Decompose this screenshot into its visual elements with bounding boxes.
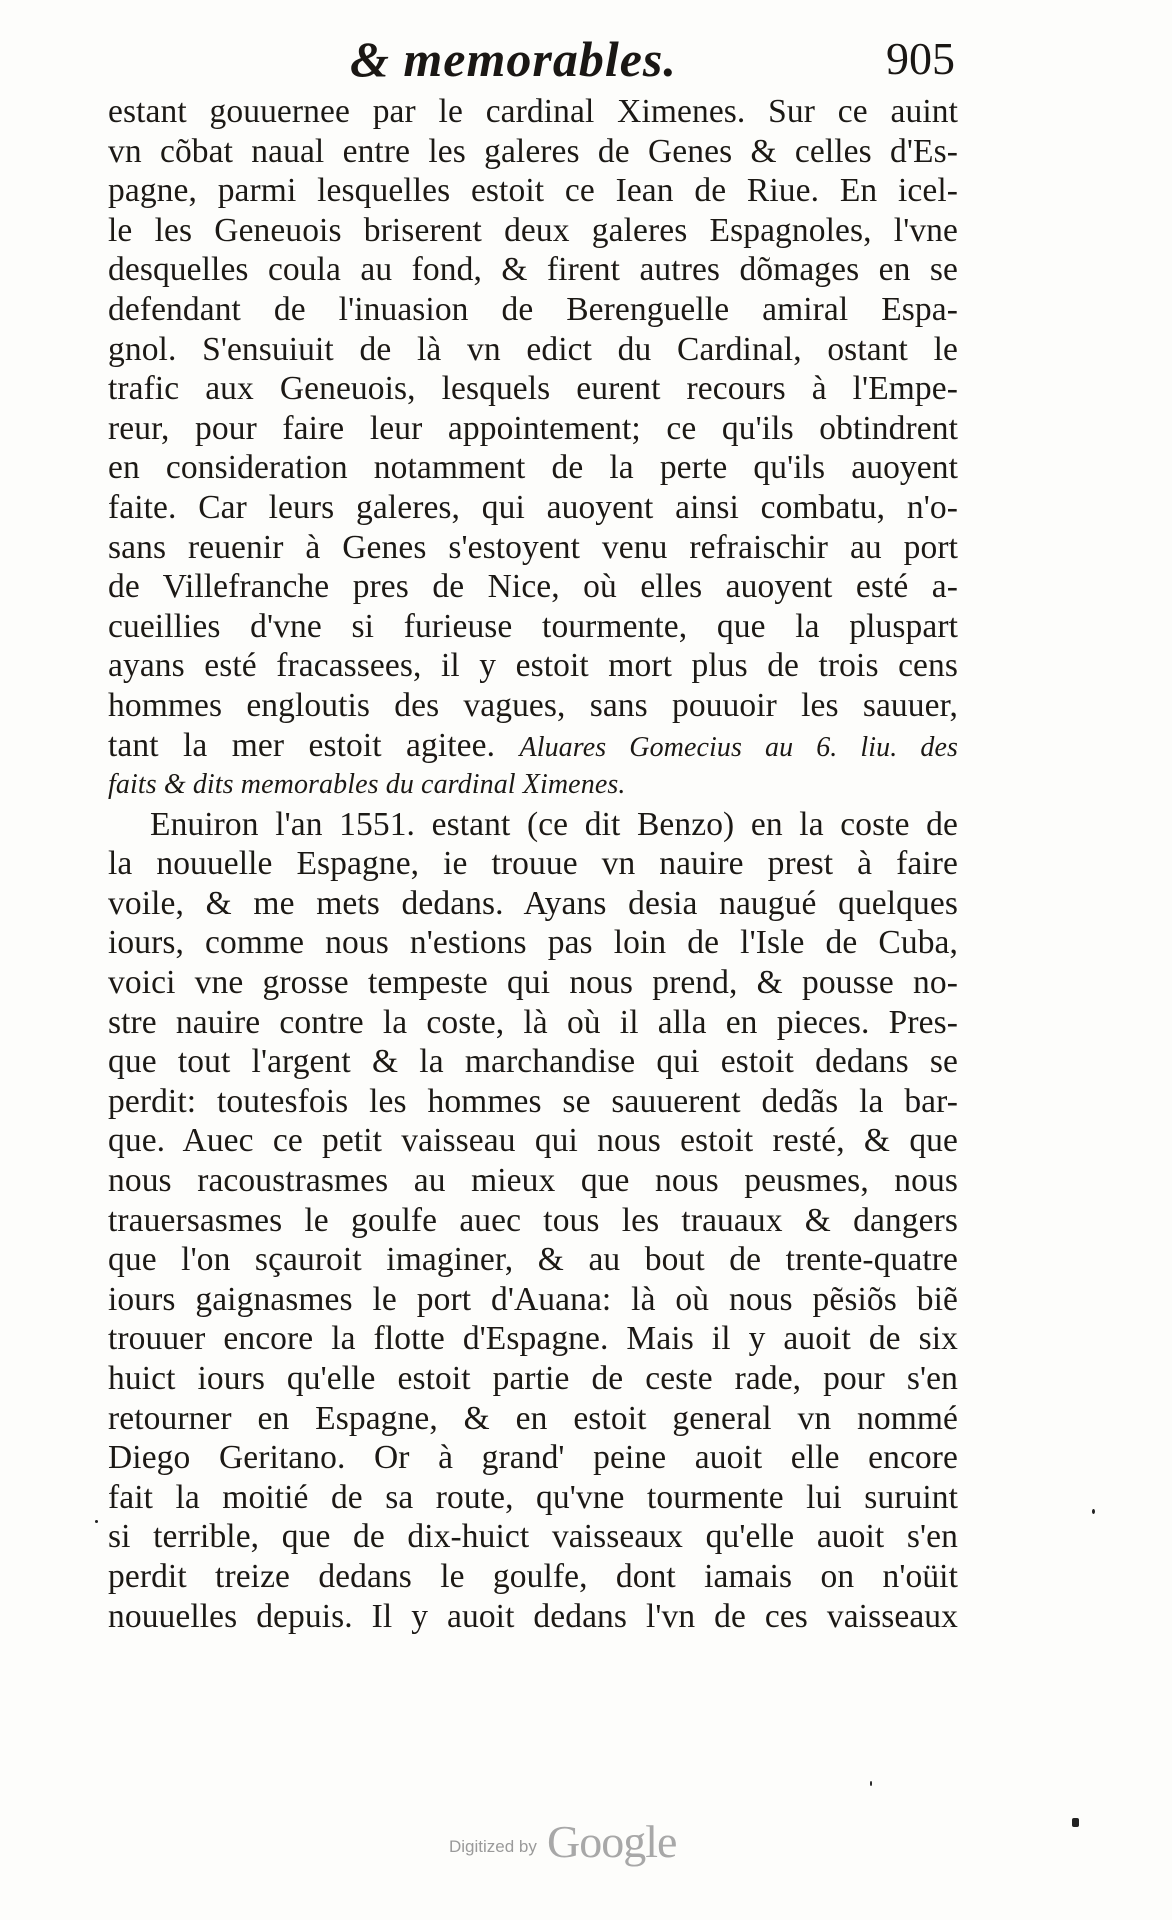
text-line: trafic aux Geneuois, lesquels eurent recours à l'Empe- <box>108 370 958 408</box>
citation-start: Aluares Gomecius au 6. liu. des <box>519 731 958 763</box>
text-line: fait la moitié de sa route, qu'vne tourmente lui suruint <box>108 1478 958 1516</box>
text-line: la nouuelle Espagne, ie trouue vn nauire prest à faire <box>108 845 958 883</box>
running-title: & memorables. <box>350 31 677 87</box>
text-line: reur, pour faire leur appointement; ce qu'ils obtindrent <box>108 409 958 447</box>
text-line: si terrible, que de dix-huict vaisseaux qu'elle auoit s'en <box>108 1518 958 1556</box>
text-line: huict iours qu'elle estoit partie de ceste rade, pour s'en <box>108 1360 958 1397</box>
text-line: gnol. S'ensuiuit de là vn edict du Cardinal, ostant le <box>108 330 958 368</box>
page-number: 905 <box>886 33 955 84</box>
text-line: perdit: toutesfois les hommes se sauuerent dedãs la bar- <box>108 1082 958 1120</box>
body-text <box>108 92 958 1636</box>
text-line: nouuelles depuis. Il y auoit dedans l'vn de ces vaisseaux <box>108 1597 958 1635</box>
text-line: pagne, parmi lesquelles estoit ce Iean de Riue. En icel- <box>108 172 958 210</box>
citation-continuation: faits & dits memorables du cardinal Ximenes. <box>108 769 626 801</box>
text-line: sans reuenir à Genes s'estoyent venu refraischir au port <box>108 528 958 566</box>
text-line: voici vne grosse tempeste qui nous prend, & pousse no- <box>108 964 958 1002</box>
text-line: estant gouuernee par le cardinal Ximenes. Sur ce auint <box>108 93 958 130</box>
text-line: perdit treize dedans le goulfe, dont iamais on n'oüit <box>108 1557 958 1595</box>
text-line: que l'on sçauroit imaginer, & au bout de trente-quatre <box>108 1241 958 1279</box>
text-line: stre nauire contre la coste, là où il alla en pieces. Pres- <box>108 1003 958 1041</box>
text-line-with-citation <box>108 726 958 766</box>
digitization-watermark <box>0 1815 1172 1875</box>
digitized-by-label: Digitized by <box>449 1837 537 1856</box>
text-line: iours gaignasmes le port d'Auana: là où nous pẽsiõs biẽ <box>108 1280 958 1318</box>
text-line: iours, comme nous n'estions pas loin de l'Isle de Cuba, <box>108 924 958 962</box>
text-line: faite. Car leurs galeres, qui auoyent ainsi combatu, n'o- <box>108 488 958 526</box>
text-line: retourner en Espagne, & en estoit general vn nommé <box>108 1399 958 1437</box>
text-line: Diego Geritano. Or à grand' peine auoit elle encore <box>108 1439 958 1477</box>
paragraph-start-line: Enuiron l'an 1551. estant (ce dit Benzo) en la coste de <box>150 805 958 843</box>
ink-speck <box>1092 1509 1095 1514</box>
text-line: cueillies d'vne si furieuse tourmente, que la pluspart <box>108 607 958 645</box>
page-header <box>110 30 970 90</box>
text-line: que. Auec ce petit vaisseau qui nous estoit resté, & que <box>108 1122 958 1160</box>
text-line: desquelles coula au fond, & firent autres dõmages en se <box>108 251 958 289</box>
text-line: trouuer encore la flotte d'Espagne. Mais il y auoit de six <box>108 1320 958 1358</box>
text-line: voile, & me mets dedans. Ayans desia naugué quelques <box>108 884 958 922</box>
ink-speck <box>870 1781 872 1786</box>
ink-speck <box>95 1520 98 1523</box>
text-line: en consideration notamment de la perte qu'ils auoyent <box>108 449 958 487</box>
text-line: nous racoustrasmes au mieux que nous peusmes, nous <box>108 1162 958 1200</box>
google-logo: Google <box>547 1816 677 1867</box>
text-line: le les Geneuois briserent deux galeres Espagnoles, l'vne <box>108 211 958 249</box>
text-line: vn cõbat naual entre les galeres de Genes & celles d'Es- <box>108 132 958 170</box>
text-line: trauersasmes le goulfe auec tous les trauaux & dangers <box>108 1201 958 1239</box>
text-line-end: tant la mer estoit agitee. <box>108 726 496 764</box>
text-line: defendant de l'inuasion de Berenguelle amiral Espa- <box>108 290 958 328</box>
text-line: ayans esté fracassees, il y estoit mort plus de trois cens <box>108 647 958 685</box>
text-line: que tout l'argent & la marchandise qui estoit dedans se <box>108 1043 958 1081</box>
text-line: hommes engloutis des vagues, sans pouuoir les sauuer, <box>108 686 958 724</box>
text-line: de Villefranche pres de Nice, où elles auoyent esté a- <box>108 568 958 606</box>
